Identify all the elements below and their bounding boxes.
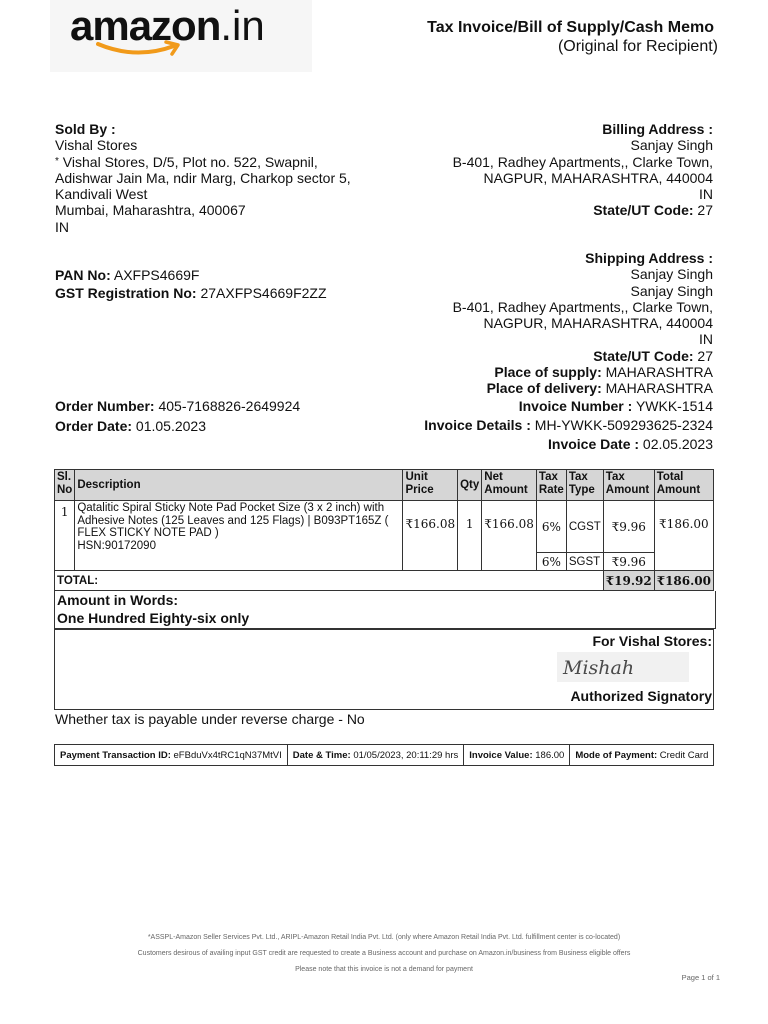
- invoice-date: Invoice Date : 02.05.2023: [548, 436, 713, 452]
- total-label: TOTAL:: [55, 571, 604, 591]
- payment-datetime: Date & Time: 01/05/2023, 20:11:29 hrs: [287, 745, 463, 766]
- col-unit-price: Unit Price: [403, 470, 458, 501]
- col-tax-rate: Tax Rate: [536, 470, 566, 501]
- pan-number: PAN No: AXFPS4669F: [55, 267, 200, 283]
- seller-country: IN: [55, 218, 69, 235]
- total-row: [55, 571, 714, 591]
- billing-name: Sanjay Singh: [630, 137, 713, 154]
- sold-by-label: Sold By :: [55, 121, 116, 137]
- item-hsn: HSN:90172090: [77, 539, 156, 552]
- signature-image: [557, 652, 689, 682]
- invoice-value: Invoice Value: 186.00: [464, 745, 570, 766]
- billing-country: IN: [699, 186, 713, 203]
- col-tax-type: Tax Type: [566, 470, 603, 501]
- item-cgst-rate: 6%: [536, 501, 566, 553]
- shipping-country: IN: [699, 331, 713, 348]
- seller-address-line: Mumbai, Maharashtra, 400067: [55, 202, 246, 219]
- seller-address-line: * Vishal Stores, D/5, Plot no. 522, Swapnil,: [55, 153, 318, 170]
- shipping-state-code: State/UT Code: 27: [593, 347, 713, 364]
- col-tax-amount: Tax Amount: [603, 470, 654, 501]
- billing-state-code: State/UT Code: 27: [593, 202, 713, 219]
- item-sgst-rate: 6%: [536, 553, 566, 571]
- item-net-amount: ₹166.08: [482, 501, 537, 571]
- asterisk: *: [55, 155, 59, 167]
- item-description: [75, 501, 403, 571]
- shipping-name: Sanjay Singh: [630, 266, 713, 283]
- footer-note-entities: *ASSPL-Amazon Seller Services Pvt. Ltd., ARIPL-Amazon Retail India Pvt. Ltd. (only where Amazon Retail India Pvt. Ltd. fulfillment center is co-located): [147, 934, 621, 941]
- for-store-label: For Vishal Stores:: [592, 633, 712, 649]
- item-total-amount: ₹186.00: [654, 501, 713, 571]
- amount-in-words-label: Amount in Words:: [57, 592, 179, 608]
- document-subtitle: (Original for Recipient): [557, 38, 718, 55]
- footer-note-gst: Customers desirous of availing input GST credit are requested to create a Business account and purchase on Amazon.in/business from Business eligible offers: [137, 950, 631, 957]
- place-of-delivery: Place of delivery: MAHARASHTRA: [486, 380, 713, 397]
- invoice-number: Invoice Number : YWKK-1514: [518, 398, 713, 414]
- item-sl: 1: [55, 501, 75, 571]
- item-sgst-amount: ₹9.96: [603, 553, 654, 571]
- item-unit-price: ₹166.08: [403, 501, 458, 571]
- footer-note-demand: Please note that this invoice is not a demand for payment: [295, 966, 473, 973]
- total-tax: ₹19.92: [603, 571, 654, 591]
- logo-wordmark: amazon: [70, 2, 221, 49]
- order-info: [55, 397, 300, 436]
- amount-in-words-value: One Hundred Eighty-six only: [57, 610, 250, 626]
- document-title: Tax Invoice/Bill of Supply/Cash Memo: [427, 19, 714, 36]
- shipping-address-line: B-401, Radhey Apartments,, Clarke Town,: [452, 298, 713, 315]
- seller-address-line: Adishwar Jain Ma, ndir Marg, Charkop sector 5,: [55, 169, 351, 186]
- svg-text:Mishah: Mishah: [563, 657, 635, 679]
- col-qty: Qty: [458, 470, 482, 501]
- place-of-supply: Place of supply: MAHARASHTRA: [494, 364, 713, 381]
- shipping-name: Sanjay Singh: [630, 282, 713, 299]
- col-total-amount: Total Amount: [654, 470, 713, 501]
- reverse-charge-note: Whether tax is payable under reverse charge - No: [55, 711, 365, 727]
- col-description: Description: [75, 470, 403, 501]
- item-qty: 1: [458, 501, 482, 571]
- seller-name: Vishal Stores: [55, 137, 138, 154]
- amazon-smile-icon: [96, 40, 182, 60]
- invoice-info: [424, 397, 713, 454]
- item-cgst-type: CGST: [566, 501, 603, 553]
- authorized-signatory-label: Authorized Signatory: [570, 688, 712, 704]
- table-header-row: [55, 470, 714, 501]
- payment-row: [55, 745, 714, 766]
- order-date: Order Date: 01.05.2023: [55, 417, 206, 434]
- seller-block: [55, 121, 385, 235]
- billing-address-line: B-401, Radhey Apartments,, Clarke Town,: [452, 153, 713, 170]
- shipping-address-line: NAGPUR, MAHARASHTRA, 440004: [483, 315, 713, 332]
- items-table: [54, 469, 714, 591]
- total-amount: ₹186.00: [654, 571, 713, 591]
- item-cgst-amount: ₹9.96: [603, 501, 654, 553]
- logo-suffix: .in: [220, 2, 265, 49]
- item-title: Qatalitic Spiral Sticky Note Pad Pocket Size (3 x 2 inch) with Adhesive Notes (125 Leaves and 125 Flags) | B093PT165Z ( FLEX STICKY NOTE PAD ): [77, 502, 389, 539]
- billing-address-line: NAGPUR, MAHARASHTRA, 440004: [483, 169, 713, 186]
- payment-transaction-id: Payment Transaction ID: eFBduVx4tRC1qN37MtVI: [55, 745, 288, 766]
- amount-in-words: [54, 591, 716, 629]
- invoice-details: Invoice Details : MH-YWKK-509293625-2324: [424, 417, 713, 433]
- page-number: Page 1 of 1: [681, 973, 720, 982]
- tax-ids: [55, 267, 327, 302]
- item-sgst-type: SGST: [566, 553, 603, 571]
- seller-address-line: Kandivali West: [55, 186, 148, 203]
- order-number: Order Number: 405-7168826-2649924: [55, 398, 301, 414]
- col-net-amount: Net Amount: [482, 470, 537, 501]
- table-row: [55, 501, 714, 553]
- billing-address-label: Billing Address :: [602, 121, 713, 137]
- col-sl: Sl. No: [55, 470, 75, 501]
- gst-number: GST Registration No: 27AXFPS4669F2ZZ: [55, 284, 327, 301]
- shipping-address-label: Shipping Address :: [585, 250, 713, 266]
- payment-info-table: [54, 744, 714, 766]
- payment-mode: Mode of Payment: Credit Card: [570, 745, 714, 766]
- shipping-address-block: [393, 250, 713, 397]
- billing-address-block: [393, 121, 713, 219]
